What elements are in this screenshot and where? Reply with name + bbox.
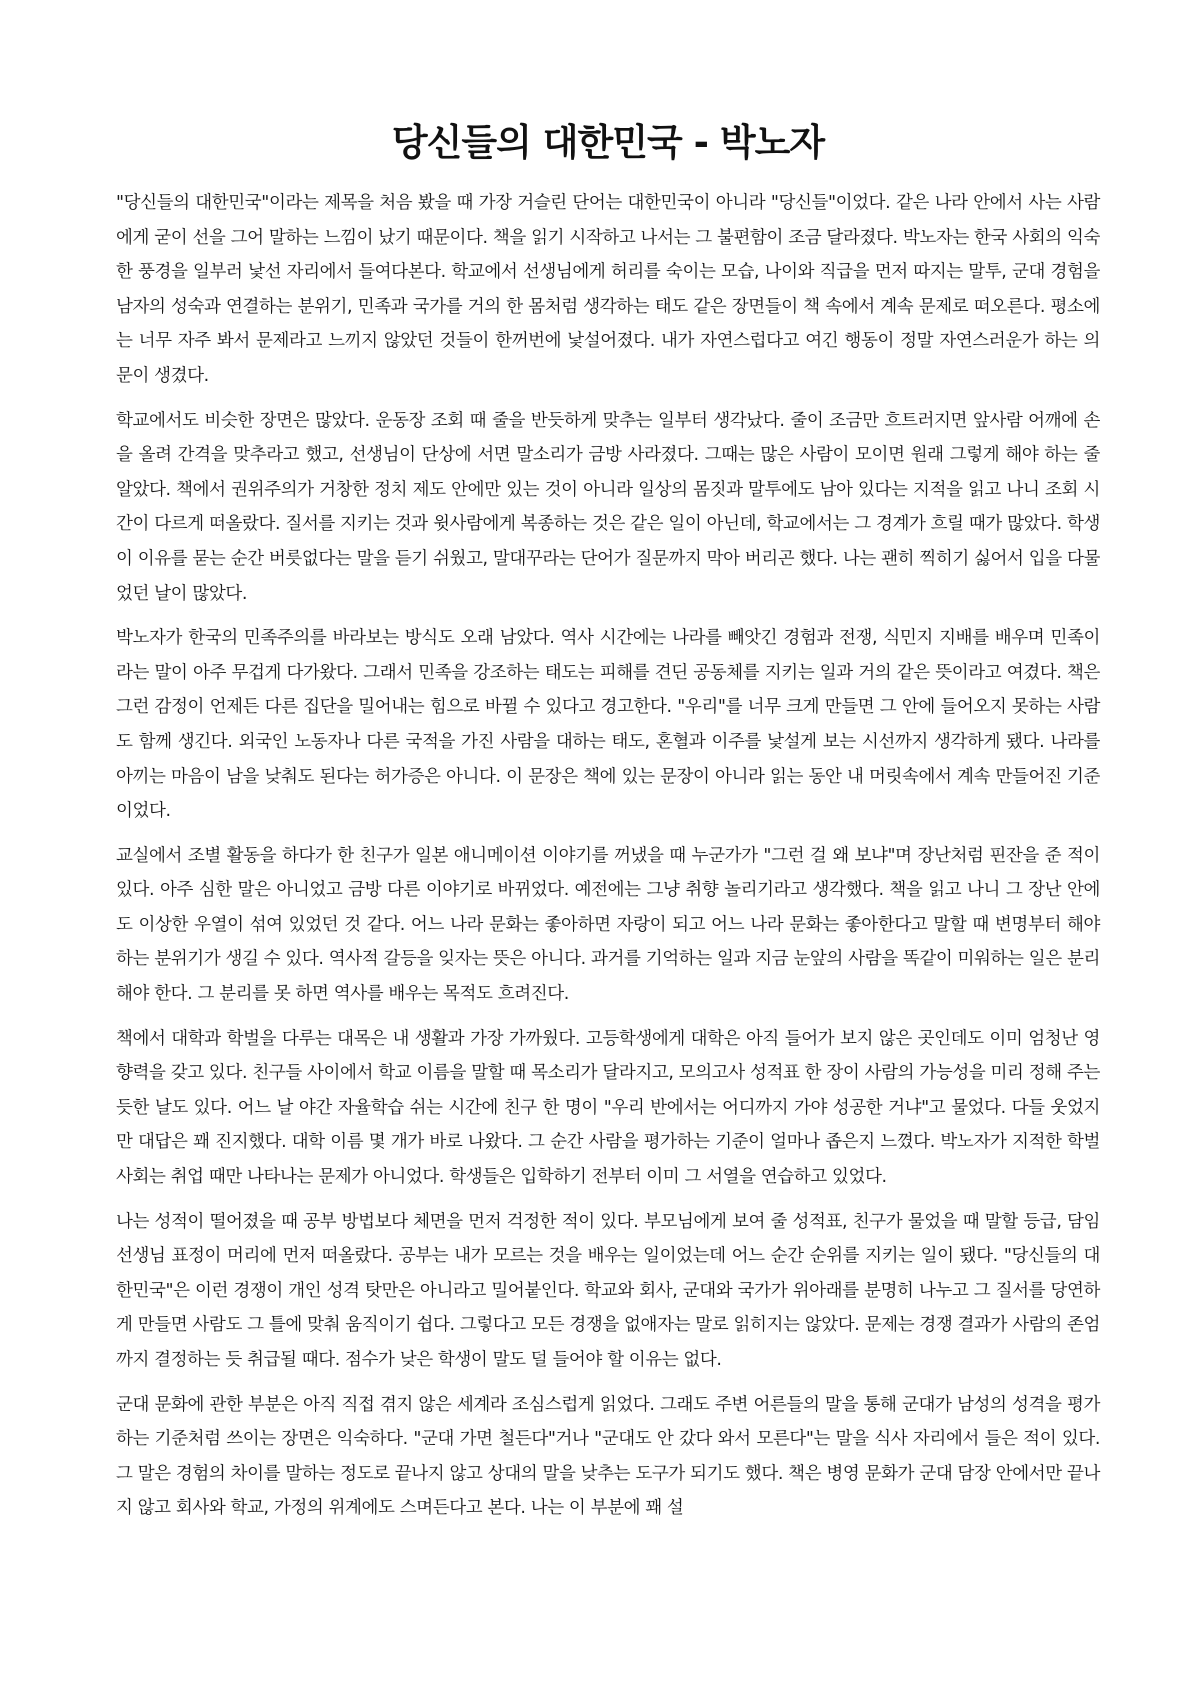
- document-title: 당신들의 대한민국 - 박노자: [391, 121, 825, 164]
- paragraph-6: 나는 성적이 떨어졌을 때 공부 방법보다 체면을 먼저 걱정한 적이 있다. 부모님에게 보여 줄 성적표, 친구가 물었을 때 말할 등급, 담임 선생님 표정이 머리에 먼저 떠올랐다. 공부는 내가 모르는 것을 배우는 일이었는데 어느 순간 순위를 지키는 일이 됐다. "당신들의 대한민국"은 이런 경쟁이 개인 성격 탓만은 아니라고 밀어붙인다. 학교와 회사, 군대와 국가가 위아래를 분명히 나누고 그 질서를 당연하게 만들면 사람도 그 틀에 맞춰 움직이기 쉽다. 그렇다고 모든 경쟁을 없애자는 말로 읽히지는 않았다. 문제는 경쟁 결과가 사람의 존엄까지 결정하는 듯 취급될 때다. 점수가 낮은 학생이 말도 덜 들어야 할 이유는 없다.: [116, 1211, 1100, 1370]
- paragraph-1: "당신들의 대한민국"이라는 제목을 처음 봤을 때 가장 거슬린 단어는 대한민국이 아니라 "당신들"이었다. 같은 나라 안에서 사는 사람에게 굳이 선을 그어 말하는 느낌이 났기 때문이다. 책을 읽기 시작하고 나서는 그 불편함이 조금 달라졌다. 박노자는 한국 사회의 익숙한 풍경을 일부러 낯선 자리에서 들여다본다. 학교에서 선생님에게 허리를 숙이는 모습, 나이와 직급을 먼저 따지는 말투, 군대 경험을 남자의 성숙과 연결하는 분위기, 민족과 국가를 거의 한 몸처럼 생각하는 태도 같은 장면들이 책 속에서 계속 문제로 떠오른다. 평소에는 너무 자주 봐서 문제라고 느끼지 않았던 것들이 한꺼번에 낯설어졌다. 내가 자연스럽다고 여긴 행동이 정말 자연스러운가 하는 의문이 생겼다.: [116, 193, 1100, 386]
- paragraph-2: 학교에서도 비슷한 장면은 많았다. 운동장 조회 때 줄을 반듯하게 맞추는 일부터 생각났다. 줄이 조금만 흐트러지면 앞사람 어깨에 손을 올려 간격을 맞추라고 했고, 선생님이 단상에 서면 말소리가 금방 사라졌다. 그때는 많은 사람이 모이면 원래 그렇게 해야 하는 줄 알았다. 책에서 권위주의가 거창한 정치 제도 안에만 있는 것이 아니라 일상의 몸짓과 말투에도 남아 있다는 지적을 읽고 나니 조회 시간이 다르게 떠올랐다. 질서를 지키는 것과 윗사람에게 복종하는 것은 같은 일이 아닌데, 학교에서는 그 경계가 흐릴 때가 많았다. 학생이 이유를 묻는 순간 버릇없다는 말을 듣기 쉬웠고, 말대꾸라는 단어가 질문까지 막아 버리곤 했다. 나는 괜히 찍히기 싫어서 입을 다물었던 날이 많았다.: [116, 410, 1100, 604]
- paragraph-7: 군대 문화에 관한 부분은 아직 직접 겪지 않은 세계라 조심스럽게 읽었다. 그래도 주변 어른들의 말을 통해 군대가 남성의 성격을 평가하는 기준처럼 쓰이는 장면은 익숙하다. "군대 가면 철든다"거나 "군대도 안 갔다 와서 모른다"는 말을 식사 자리에서 들은 적이 있다. 그 말은 경험의 차이를 말하는 정도로 끝나지 않고 상대의 말을 낮추는 도구가 되기도 했다. 책은 병영 문화가 군대 담장 안에서만 끝나지 않고 회사와 학교, 가정의 위계에도 스며든다고 본다. 나는 이 부분에 꽤 설: [116, 1394, 1100, 1519]
- paragraph-4: 교실에서 조별 활동을 하다가 한 친구가 일본 애니메이션 이야기를 꺼냈을 때 누군가가 "그런 걸 왜 보냐"며 장난처럼 핀잔을 준 적이 있다. 아주 심한 말은 아니었고 금방 다른 이야기로 바뀌었다. 예전에는 그냥 취향 놀리기라고 생각했다. 책을 읽고 나니 그 장난 안에도 이상한 우열이 섞여 있었던 것 같다. 어느 나라 문화는 좋아하면 자랑이 되고 어느 나라 문화는 좋아한다고 말할 때 변명부터 해야 하는 분위기가 생길 수 있다. 역사적 갈등을 잊자는 뜻은 아니다. 과거를 기억하는 일과 지금 눈앞의 사람을 똑같이 미워하는 일은 분리해야 한다. 그 분리를 못 하면 역사를 배우는 목적도 흐려진다.: [116, 845, 1100, 1005]
- paragraph-5: 책에서 대학과 학벌을 다루는 대목은 내 생활과 가장 가까웠다. 고등학생에게 대학은 아직 들어가 보지 않은 곳인데도 이미 엄청난 영향력을 갖고 있다. 친구들 사이에서 학교 이름을 말할 때 목소리가 달라지고, 모의고사 성적표 한 장이 사람의 가능성을 미리 정해 주는 듯한 날도 있다. 어느 날 야간 자율학습 쉬는 시간에 친구 한 명이 "우리 반에서는 어디까지 가야 성공한 거냐"고 물었다. 다들 웃었지만 대답은 꽤 진지했다. 대학 이름 몇 개가 바로 나왔다. 그 순간 사람을 평가하는 기준이 얼마나 좁은지 느꼈다. 박노자가 지적한 학벌 사회는 취업 때만 나타나는 문제가 아니었다. 학생들은 입학하기 전부터 이미 그 서열을 연습하고 있었다.: [116, 1028, 1100, 1188]
- paragraph-3: 박노자가 한국의 민족주의를 바라보는 방식도 오래 남았다. 역사 시간에는 나라를 빼앗긴 경험과 전쟁, 식민지 지배를 배우며 민족이라는 말이 아주 무겁게 다가왔다. 그래서 민족을 강조하는 태도는 피해를 견딘 공동체를 지키는 일과 거의 같은 뜻이라고 여겼다. 책은 그런 감정이 언제든 다른 집단을 밀어내는 힘으로 바뀔 수 있다고 경고한다. "우리"를 너무 크게 만들면 그 안에 들어오지 못하는 사람도 함께 생긴다. 외국인 노동자나 다른 국적을 가진 사람을 대하는 태도, 혼혈과 이주를 낯설게 보는 시선까지 생각하게 됐다. 나라를 아끼는 마음이 남을 낮춰도 된다는 허가증은 아니다. 이 문장은 책에 있는 문장이 아니라 읽는 동안 내 머릿속에서 계속 만들어진 기준이었다.: [116, 628, 1100, 822]
